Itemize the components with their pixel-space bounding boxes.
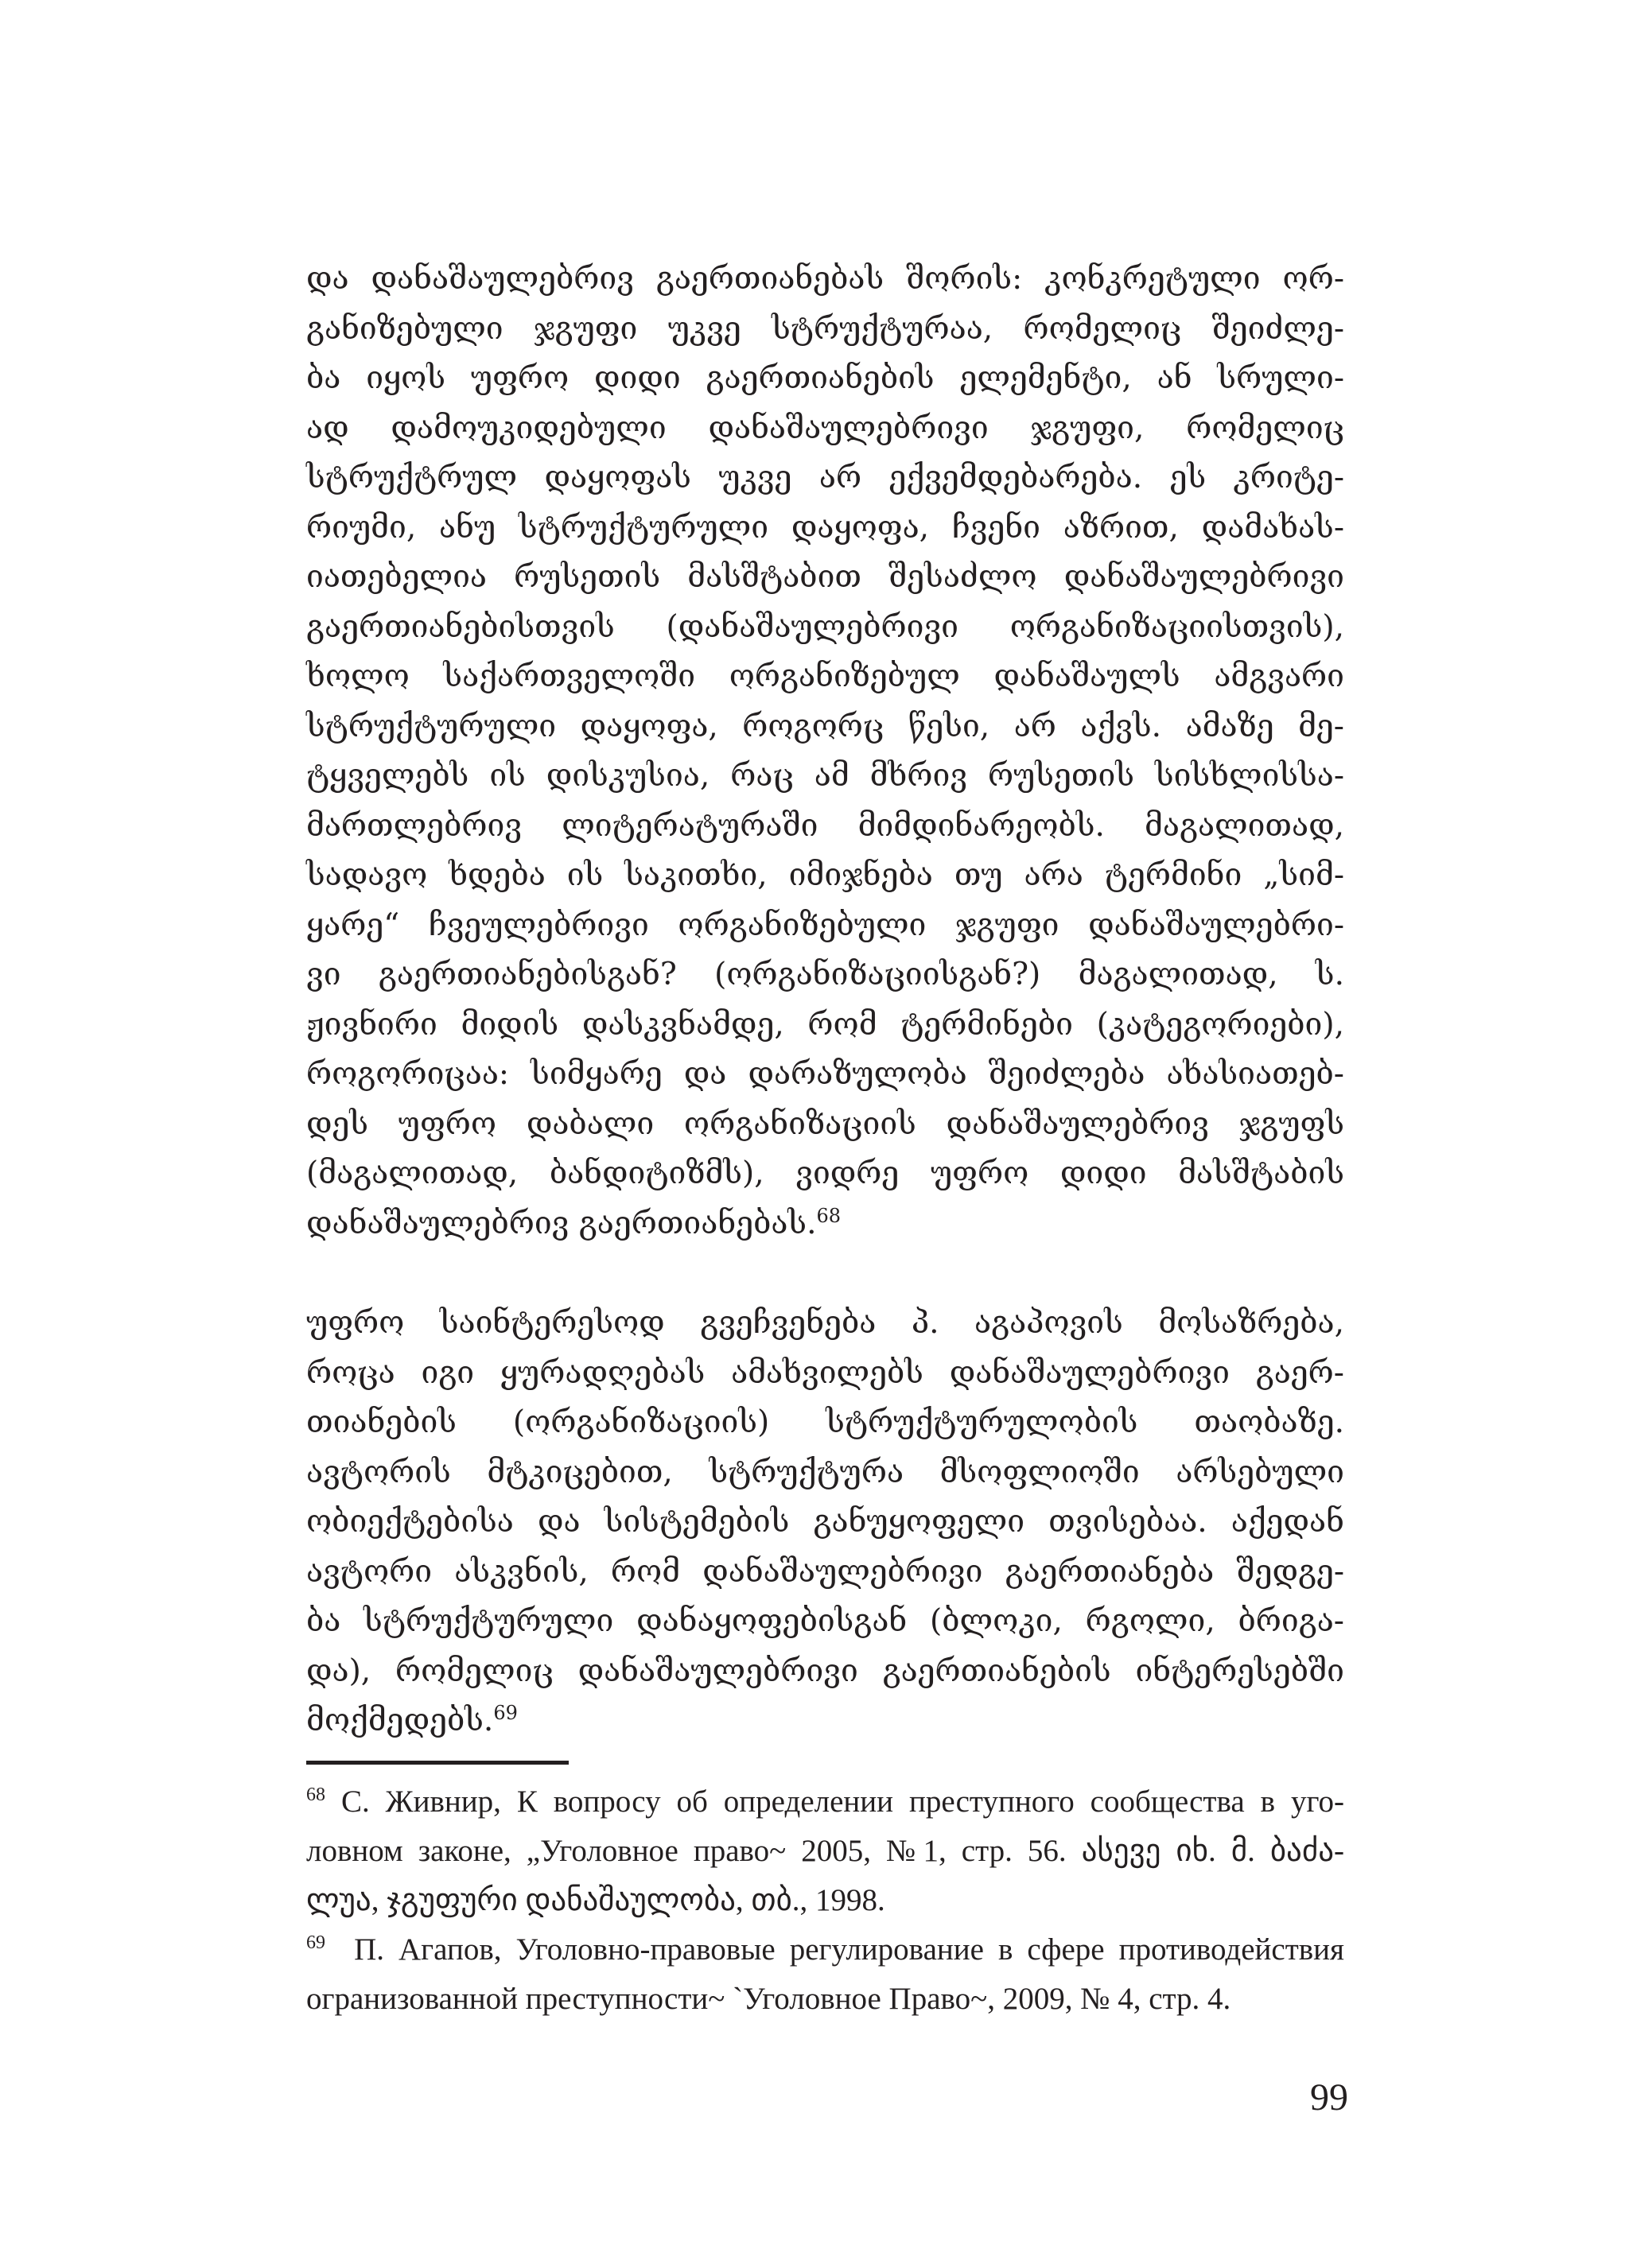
paragraph-line: ტყველებს ის დისკუსია, რაც ამ მხრივ რუსეთის სისხლისსა- bbox=[306, 758, 1344, 794]
paragraph-line: ავტორი ასკვნის, რომ დანაშაულებრივი გაერთიანება შედგე- bbox=[306, 1553, 1344, 1590]
paragraph-line: ბა იყოს უფრო დიდი გაერთიანების ელემენტი, ან სრული- bbox=[306, 360, 1344, 396]
paragraph-line: როგორიცაა: სიმყარე და დარაზულობა შეიძლება ახასიათებ- bbox=[306, 1056, 1344, 1092]
paragraph-line: გაერთიანებისთვის (დანაშაულებრივი ორგანიზაციისთვის), bbox=[306, 608, 1344, 645]
paragraph-last-line bbox=[306, 1199, 1344, 1249]
paragraph-line: ყარე“ ჩვეულებრივი ორგანიზებული ჯგუფი დანაშაულებრი- bbox=[306, 907, 1344, 943]
footnote-number: 69 bbox=[306, 1932, 325, 1953]
footnote-line: огранизованной преступности~ `Уголовное Право~, 2009, № 4, стр. 4. bbox=[306, 1982, 1231, 2016]
body-paragraph-2 bbox=[306, 1299, 1344, 1746]
body-paragraph-1 bbox=[306, 254, 1344, 1249]
footnote-line bbox=[306, 1925, 1344, 1975]
paragraph-line: ად დამოუკიდებული დანაშაულებრივი ჯგუფი, რომელიც bbox=[306, 410, 1344, 446]
paragraph-line: მართლებრივ ლიტერატურაში მიმდინარეობს. მაგალითად, bbox=[306, 807, 1344, 844]
footnote-separator bbox=[306, 1761, 569, 1765]
paragraph-line: იათებელია რუსეთის მასშტაბით შესაძლო დანაშაულებრივი bbox=[306, 559, 1344, 595]
paragraph-line: როცა იგი ყურადღებას ამახვილებს დანაშაულებრივი გაერ- bbox=[306, 1354, 1344, 1391]
paragraph-line: უფრო საინტერესოდ გვეჩვენება პ. აგაპოვის მოსაზრება, bbox=[306, 1305, 1344, 1341]
paragraph-line: (მაგალითად, ბანდიტიზმს), ვიდრე უფრო დიდი მასშტაბის bbox=[306, 1155, 1344, 1191]
paragraph-line: განიზებული ჯგუფი უკვე სტრუქტურაა, რომელიც შეიძლე- bbox=[306, 310, 1344, 347]
footnote-number: 68 bbox=[306, 1784, 325, 1805]
footnote-69 bbox=[306, 1925, 1344, 2024]
paragraph-line: სტრუქტურული დაყოფა, როგორც წესი, არ აქვს. ამაზე მე- bbox=[306, 708, 1344, 744]
footnote-text: П. Агапов, Уголовно-правовые регулирование в сфере противодействия bbox=[354, 1932, 1344, 1967]
paragraph-line: ვი გაერთიანებისგან? (ორგანიზაციისგან?) მაგალითად, ს. bbox=[306, 957, 1344, 992]
paragraph-last-line bbox=[306, 1696, 1344, 1746]
paragraph-line: სადავო ხდება ის საკითხი, იმიჯნება თუ არა ტერმინი „სიმ- bbox=[306, 857, 1344, 893]
paragraph-line: თიანების (ორგანიზაციის) სტრუქტურულობის თაობაზე. bbox=[306, 1404, 1344, 1440]
paragraph-line: და), რომელიც დანაშაულებრივი გაერთიანების ინტერესებში bbox=[306, 1652, 1344, 1689]
paragraph-line: ხოლო საქართველოში ორგანიზებულ დანაშაულს ამგვარი bbox=[306, 658, 1344, 694]
paragraph-line: ბა სტრუქტურული დანაყოფებისგან (ბლოკი, რგოლი, ბრიგა- bbox=[306, 1603, 1344, 1639]
footnotes-section bbox=[306, 1777, 1344, 2024]
footnote-line bbox=[306, 1777, 1344, 1827]
paragraph-line: რიუმი, ანუ სტრუქტურული დაყოფა, ჩვენი აზრით, დამახას- bbox=[306, 509, 1344, 546]
footnote-text: С. Живнир, К вопросу об определении преступного сообщества в уго- bbox=[340, 1784, 1345, 1819]
paragraph-line: ავტორის მტკიცებით, სტრუქტურა მსოფლიოში არსებული bbox=[306, 1454, 1344, 1490]
paragraph-line-text: დანაშაულებრივ გაერთიანებას. bbox=[306, 1205, 817, 1241]
footnote-reference-69[interactable]: 69 bbox=[493, 1702, 518, 1724]
paragraph-line: ობიექტებისა და სისტემების განუყოფელი თვისებაა. აქედან bbox=[306, 1504, 1344, 1540]
footnote-68 bbox=[306, 1777, 1344, 1925]
paragraph-line: სტრუქტრულ დაყოფას უკვე არ ექვემდებარება. ეს კრიტე- bbox=[306, 460, 1344, 495]
paragraph-line: და დანაშაულებრივ გაერთიანებას შორის: კონკრეტული ორ- bbox=[306, 261, 1344, 297]
footnote-reference-68[interactable]: 68 bbox=[816, 1204, 842, 1227]
footnote-line: ловном законе, „Уголовное право~ 2005, №1, стр. 56. ასევე იხ. მ. ბაძა- bbox=[306, 1834, 1344, 1868]
paragraph-line-text: მოქმედებს. bbox=[306, 1703, 494, 1738]
paragraph-line: ჟივნირი მიდის დასკვნამდე, რომ ტერმინები (კატეგორიები), bbox=[306, 1006, 1344, 1043]
paragraph-line: დეს უფრო დაბალი ორგანიზაციის დანაშაულებრივ ჯგუფს bbox=[306, 1105, 1344, 1142]
page-number: 99 bbox=[1310, 2076, 1348, 2118]
footnote-line: ლუა, ჯგუფური დანაშაულობა, თბ., 1998. bbox=[306, 1883, 885, 1917]
